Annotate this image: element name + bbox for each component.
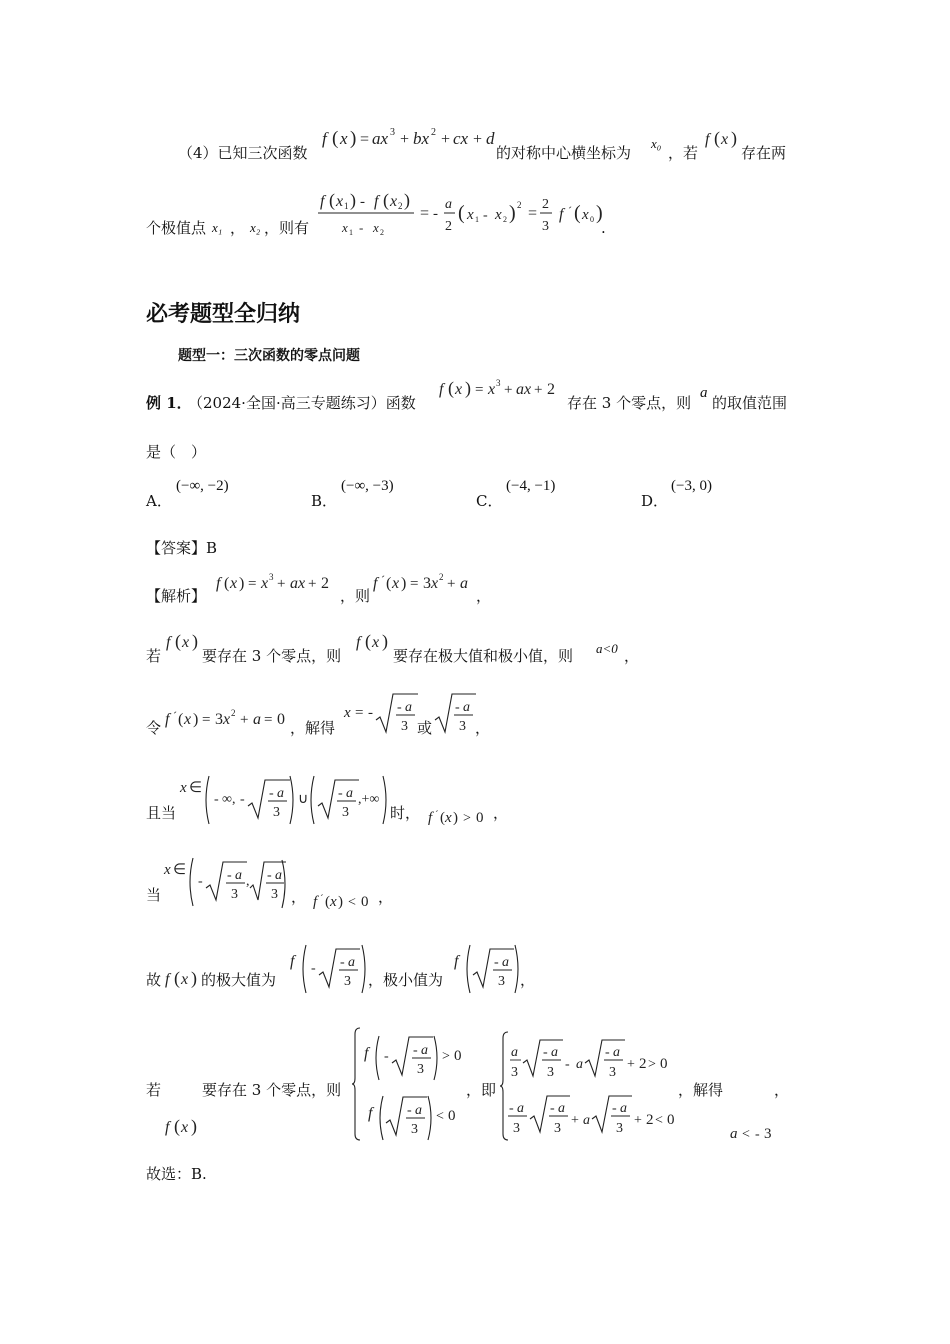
svg-text:x: x <box>431 575 439 592</box>
sol-s2-text2: 要存在极大值和极小值，则 <box>393 647 574 665</box>
svg-text:+: + <box>308 576 317 592</box>
svg-text:a: a <box>620 1101 627 1116</box>
x1-symbol: x₁ <box>212 220 223 235</box>
svg-text:a: a <box>551 1045 558 1060</box>
svg-text:-: - <box>214 792 219 807</box>
sol-s2-end: ， <box>624 647 640 665</box>
para4-period: . <box>601 219 606 237</box>
svg-text:-: - <box>550 1101 555 1116</box>
svg-text:): ) <box>453 810 458 826</box>
svg-text:a: a <box>558 1101 565 1116</box>
sol-s7-system1 <box>352 1026 468 1142</box>
sol-s4-qie: 且当 <box>146 804 177 822</box>
svg-text:=: = <box>410 576 419 592</box>
svg-text:a: a <box>730 1126 738 1142</box>
svg-text:x: x <box>582 207 589 223</box>
svg-text:3: 3 <box>423 575 431 592</box>
svg-text:f: f <box>313 894 318 910</box>
option-b-letter[interactable]: B． <box>311 492 338 510</box>
option-d-value[interactable]: (−3, 0) <box>671 478 712 494</box>
svg-text:f: f <box>216 575 221 592</box>
svg-text:=: = <box>528 205 538 222</box>
svg-text:3: 3 <box>417 1062 424 1077</box>
svg-text:-: - <box>267 868 272 883</box>
svg-text:a: a <box>415 1103 422 1118</box>
svg-text:x: x <box>223 711 231 728</box>
option-b-value[interactable]: (−∞, −3) <box>341 478 394 494</box>
svg-text:∪: ∪ <box>298 792 309 807</box>
svg-text:(: ( <box>174 1116 180 1136</box>
sol-s3-jiede: ，解得 <box>290 719 336 737</box>
svg-text:∈: ∈ <box>189 780 203 796</box>
svg-text:(: ( <box>386 575 392 592</box>
svg-text:cx: cx <box>453 129 469 148</box>
svg-text:): ) <box>509 202 516 224</box>
svg-text:+: + <box>277 576 286 592</box>
sol-s7-jiede: ，解得 <box>678 1081 724 1099</box>
svg-text:f: f <box>368 1105 373 1122</box>
svg-text:3: 3 <box>390 127 395 138</box>
svg-text:-: - <box>433 206 438 222</box>
svg-text:x: x <box>488 381 496 398</box>
svg-text:(: ( <box>448 378 454 398</box>
svg-text:): ) <box>191 1116 197 1136</box>
svg-text:-: - <box>455 700 460 715</box>
svg-text:3: 3 <box>496 378 501 388</box>
svg-text:x: x <box>372 634 380 651</box>
sol-s1-ze: ，则 <box>340 587 371 605</box>
sol-s7-result <box>728 1120 784 1144</box>
svg-text:´: ´ <box>173 709 177 723</box>
svg-text:3: 3 <box>498 974 505 989</box>
svg-text:-: - <box>338 786 343 801</box>
svg-text:3: 3 <box>401 719 408 734</box>
sol-s7-fx <box>163 1112 203 1138</box>
sol-s5-interval <box>162 854 290 912</box>
svg-text:3: 3 <box>269 572 274 582</box>
svg-text:1: 1 <box>349 228 353 237</box>
svg-text:a: a <box>253 711 261 728</box>
svg-text:3: 3 <box>764 1126 772 1142</box>
svg-text:f: f <box>322 129 327 148</box>
svg-text:(: ( <box>329 190 335 210</box>
section-title: 必考题型全归纳 <box>146 302 301 327</box>
svg-text:-: - <box>612 1101 617 1116</box>
svg-text:3: 3 <box>215 711 223 728</box>
para4-line2b: ，则有 <box>264 219 310 237</box>
svg-text:-: - <box>360 194 365 210</box>
svg-text:-: - <box>227 868 232 883</box>
svg-text:,: , <box>246 874 250 889</box>
svg-text:x: x <box>495 207 502 223</box>
sol-s6-text2: ，极小值为 <box>368 971 444 989</box>
svg-text:3: 3 <box>542 219 549 234</box>
svg-text:∈: ∈ <box>173 862 187 878</box>
svg-text:0: 0 <box>590 215 594 224</box>
svg-text:2: 2 <box>517 200 522 210</box>
sol-s4-ineq <box>426 804 496 828</box>
svg-text:a: a <box>460 575 468 592</box>
svg-text:f: f <box>439 381 444 398</box>
svg-text:3: 3 <box>554 1121 561 1136</box>
conclusion: 故选：B. <box>146 1165 207 1183</box>
svg-text:f: f <box>165 1119 170 1136</box>
svg-text:(: ( <box>325 894 330 910</box>
svg-text:(: ( <box>224 575 230 592</box>
svg-text:-: - <box>240 792 245 807</box>
svg-text:+: + <box>634 1113 642 1128</box>
section-subtitle: 题型一：三次函数的零点问题 <box>178 348 360 364</box>
svg-text:): ) <box>193 711 199 728</box>
sol-s2-cond: a<0 <box>596 641 618 656</box>
svg-text:a: a <box>517 1101 524 1116</box>
x0-symbol: x₀ <box>651 136 662 151</box>
svg-text:-: - <box>483 208 488 223</box>
svg-text:-: - <box>198 874 203 889</box>
svg-text:x: x <box>392 575 400 592</box>
svg-text:): ) <box>338 894 343 910</box>
svg-text:´: ´ <box>381 573 385 587</box>
svg-text:(: ( <box>365 631 371 651</box>
svg-text:x: x <box>336 193 344 210</box>
svg-text:0: 0 <box>660 1056 668 1072</box>
svg-text:3: 3 <box>511 1065 518 1080</box>
svg-text:f: f <box>320 193 325 210</box>
option-a-value[interactable]: (−∞, −2) <box>176 478 229 494</box>
example-text1: 存在 3 个零点，则 <box>567 394 692 412</box>
svg-text:-: - <box>413 1043 418 1058</box>
para4-tail: 存在两 <box>741 144 787 162</box>
svg-text:2: 2 <box>503 215 507 224</box>
svg-text:x: x <box>330 894 337 910</box>
svg-text:2: 2 <box>439 572 444 582</box>
svg-text:-: - <box>755 1127 760 1142</box>
svg-text:0: 0 <box>667 1112 675 1128</box>
svg-text:2: 2 <box>639 1056 647 1072</box>
svg-text:): ) <box>465 378 471 398</box>
svg-text:(: ( <box>383 190 389 210</box>
svg-text:ax: ax <box>516 381 532 398</box>
svg-text:f: f <box>165 711 170 728</box>
svg-text:3: 3 <box>609 1065 616 1080</box>
svg-text:+: + <box>473 131 483 148</box>
svg-text:´: ´ <box>320 893 324 905</box>
example-text3: 是（ ） <box>146 443 207 461</box>
svg-text:x: x <box>181 971 189 988</box>
sol-s6-end: ， <box>520 971 536 989</box>
option-c-letter[interactable]: C． <box>476 492 503 510</box>
sol-s6-gu: 故 <box>146 971 162 989</box>
svg-text:a: a <box>445 197 452 212</box>
svg-text:x: x <box>721 131 729 148</box>
sol-s3-end: ， <box>475 719 491 737</box>
svg-text:a: a <box>576 1057 583 1072</box>
sol-s6-text1: 的极大值为 <box>201 971 277 989</box>
svg-text:x: x <box>390 193 398 210</box>
sol-s5-dang: 当 <box>146 886 162 904</box>
svg-text:3: 3 <box>342 805 349 820</box>
a-symbol: a <box>700 385 708 401</box>
svg-text:∞,: ∞, <box>222 792 236 807</box>
svg-text:<: < <box>348 895 356 910</box>
solution-label: 【解析】 <box>146 587 207 605</box>
svg-text:x: x <box>184 711 192 728</box>
svg-text:x: x <box>181 1119 189 1136</box>
sol-s2-text1: 要存在 3 个零点，则 <box>202 647 342 665</box>
svg-text:3: 3 <box>344 974 351 989</box>
sol-s7-system2 <box>500 1030 680 1142</box>
svg-text:=: = <box>248 576 257 592</box>
svg-text:+: + <box>447 576 456 592</box>
svg-text:2: 2 <box>542 197 549 212</box>
svg-text:(: ( <box>574 202 581 224</box>
svg-text:-: - <box>311 961 316 976</box>
svg-text:,+∞: ,+∞ <box>358 792 380 807</box>
sol-s5-comma: ， <box>291 888 307 906</box>
svg-text:x: x <box>373 220 379 235</box>
svg-text:): ) <box>239 575 245 592</box>
sol-s6-max-value <box>288 942 368 994</box>
svg-text:a: a <box>463 700 470 715</box>
svg-text:>: > <box>648 1057 656 1072</box>
svg-text:3: 3 <box>231 887 238 902</box>
svg-text:f: f <box>374 193 379 210</box>
svg-text:f: f <box>356 634 361 651</box>
svg-text:a: a <box>421 1043 428 1058</box>
svg-text:a: a <box>511 1045 518 1060</box>
sol-s4-interval <box>178 772 390 830</box>
svg-text:x: x <box>182 634 190 651</box>
svg-text:>: > <box>442 1049 450 1064</box>
sol-s3-root-neg <box>342 688 418 738</box>
svg-text:+: + <box>627 1057 635 1072</box>
sol-s3-root-pos <box>434 688 476 738</box>
sol-s2-fx2 <box>354 628 394 654</box>
svg-text:0: 0 <box>476 810 484 826</box>
example-source: （2024·全国·高三专题练习）函数 <box>188 394 416 412</box>
svg-text:3: 3 <box>547 1065 554 1080</box>
svg-text:x: x <box>344 705 351 721</box>
svg-text:-: - <box>509 1101 514 1116</box>
svg-text:x: x <box>164 862 171 878</box>
sol-s4-end: ， <box>493 804 509 822</box>
svg-text:<: < <box>436 1109 444 1124</box>
svg-text:f: f <box>705 131 710 148</box>
svg-text:<: < <box>655 1113 663 1128</box>
sol-function <box>214 569 344 595</box>
sol-s2-fx <box>164 628 204 654</box>
svg-text:a: a <box>502 955 509 970</box>
example-text2: 的取值范围 <box>712 394 788 412</box>
sol-s3-ling: 令 <box>146 719 162 737</box>
svg-text:bx: bx <box>413 129 430 148</box>
answer-label: 【答案】B <box>146 539 218 557</box>
svg-text:=: = <box>355 705 364 721</box>
sol-s5-end: ， <box>378 888 394 906</box>
svg-text:): ) <box>350 190 356 210</box>
svg-text:x: x <box>180 780 187 796</box>
para4-label: （4）已知三次函数 <box>178 144 308 162</box>
svg-text:f: f <box>290 953 295 970</box>
svg-text:f: f <box>428 810 433 826</box>
svg-text:a: a <box>613 1045 620 1060</box>
svg-text:): ) <box>191 968 197 988</box>
svg-text:2: 2 <box>445 219 452 234</box>
svg-text:d: d <box>486 129 495 148</box>
svg-text:+: + <box>441 131 451 148</box>
sol-s5-ineq <box>311 888 381 912</box>
svg-text:+: + <box>571 1113 579 1128</box>
svg-text:(: ( <box>440 810 445 826</box>
svg-text:1: 1 <box>344 201 349 211</box>
sol-s5-paren <box>280 858 290 910</box>
svg-text:-: - <box>368 705 373 721</box>
svg-text:3: 3 <box>411 1122 418 1137</box>
svg-text:a: a <box>405 700 412 715</box>
svg-text:x: x <box>455 381 463 398</box>
svg-text:-: - <box>340 955 345 970</box>
svg-text:=: = <box>202 712 211 728</box>
svg-text:>: > <box>463 811 471 826</box>
svg-text:x: x <box>467 207 474 223</box>
svg-text:x: x <box>230 575 238 592</box>
svg-text:a: a <box>277 786 284 801</box>
extreme-points-formula <box>316 188 604 240</box>
svg-text:(: ( <box>178 711 184 728</box>
para4-line2: 个极值点 <box>146 219 207 237</box>
svg-text:x: x <box>342 220 348 235</box>
svg-text:(: ( <box>174 968 180 988</box>
svg-text:a: a <box>346 786 353 801</box>
svg-text:(: ( <box>332 128 339 149</box>
svg-text:ax: ax <box>290 575 306 592</box>
sol-s3-huo: 或 <box>417 719 433 737</box>
svg-text:0: 0 <box>361 894 369 910</box>
svg-text:3: 3 <box>513 1121 520 1136</box>
svg-text:): ) <box>596 202 603 224</box>
svg-text:f: f <box>454 953 459 970</box>
example-label: 例 1． <box>146 394 192 412</box>
svg-text:a: a <box>583 1113 590 1128</box>
svg-text:-: - <box>269 786 274 801</box>
svg-text:2: 2 <box>231 708 236 718</box>
svg-text:2: 2 <box>646 1112 654 1128</box>
svg-text:-: - <box>397 700 402 715</box>
svg-text:+: + <box>400 131 410 148</box>
svg-text:): ) <box>401 575 407 592</box>
option-a-letter[interactable]: A． <box>146 492 172 510</box>
svg-text:f: f <box>165 971 170 988</box>
option-c-value[interactable]: (−4, −1) <box>506 478 556 494</box>
svg-text:-: - <box>384 1049 389 1064</box>
svg-text:=: = <box>420 205 430 222</box>
svg-text:): ) <box>382 631 388 651</box>
svg-text:+: + <box>534 382 543 398</box>
sol-s6-fx <box>163 964 203 990</box>
svg-text:+: + <box>240 712 249 728</box>
svg-text:=: = <box>264 712 273 728</box>
svg-text:2: 2 <box>547 381 555 398</box>
svg-text:1: 1 <box>475 215 479 224</box>
svg-text:3: 3 <box>273 805 280 820</box>
fx-symbol <box>703 124 743 152</box>
svg-text:-: - <box>494 955 499 970</box>
svg-text:=: = <box>475 382 484 398</box>
svg-text:f: f <box>373 575 378 592</box>
svg-text:): ) <box>404 190 410 210</box>
svg-text:): ) <box>192 631 198 651</box>
svg-text:x: x <box>445 810 452 826</box>
para4-comma: ， <box>230 219 246 237</box>
svg-text:a: a <box>275 868 282 883</box>
svg-text:f: f <box>559 206 564 223</box>
svg-text:a: a <box>235 868 242 883</box>
svg-text:3: 3 <box>616 1121 623 1136</box>
svg-text:2: 2 <box>380 228 384 237</box>
svg-text:-: - <box>543 1045 548 1060</box>
svg-text:): ) <box>350 128 357 149</box>
sol-s4-shi: 时， <box>390 804 421 822</box>
svg-text:(: ( <box>175 631 181 651</box>
svg-text:-: - <box>565 1057 570 1072</box>
svg-text:-: - <box>407 1103 412 1118</box>
svg-text:0: 0 <box>448 1108 456 1124</box>
svg-text:-: - <box>359 220 364 235</box>
svg-text:0: 0 <box>277 711 285 728</box>
para4-ruo: ，若 <box>668 144 699 162</box>
svg-text:x: x <box>340 129 348 148</box>
svg-text:f: f <box>364 1045 369 1062</box>
sol-s1-end: ， <box>476 587 492 605</box>
svg-text:´: ´ <box>568 204 572 218</box>
svg-text:-: - <box>605 1045 610 1060</box>
example-function <box>437 374 567 402</box>
svg-text:=: = <box>360 131 370 148</box>
option-d-letter[interactable]: D． <box>641 492 669 510</box>
svg-text:a: a <box>348 955 355 970</box>
svg-text:(: ( <box>714 128 720 148</box>
svg-text:3: 3 <box>271 887 278 902</box>
svg-text:(: ( <box>458 202 465 224</box>
svg-text:0: 0 <box>454 1048 462 1064</box>
svg-text:2: 2 <box>431 127 436 138</box>
svg-text:+: + <box>504 382 513 398</box>
sol-derivative <box>371 569 477 595</box>
sol-s7-text1: 要存在 3 个零点，则 <box>202 1081 342 1099</box>
sol-s6-min-value <box>452 942 522 994</box>
svg-text:ax: ax <box>372 129 389 148</box>
svg-text:2: 2 <box>321 575 329 592</box>
svg-text:´: ´ <box>435 809 439 821</box>
svg-text:x: x <box>261 575 269 592</box>
para4-mid: 的对称中心横坐标为 <box>496 144 632 162</box>
sol-s7-ruo: 若 <box>146 1081 162 1099</box>
sol-s7-ji: ，即 <box>466 1081 497 1099</box>
svg-text:): ) <box>731 128 737 148</box>
sol-s7-end: ， <box>774 1081 790 1099</box>
sol-s3-equation <box>163 705 303 731</box>
svg-text:3: 3 <box>459 719 466 734</box>
x2-symbol: x₂ <box>250 220 261 235</box>
svg-text:f: f <box>166 634 171 651</box>
svg-text:<: < <box>742 1127 750 1142</box>
svg-text:2: 2 <box>398 201 403 211</box>
sol-s2-ruo: 若 <box>146 647 162 665</box>
f-cubic-definition <box>320 122 502 152</box>
